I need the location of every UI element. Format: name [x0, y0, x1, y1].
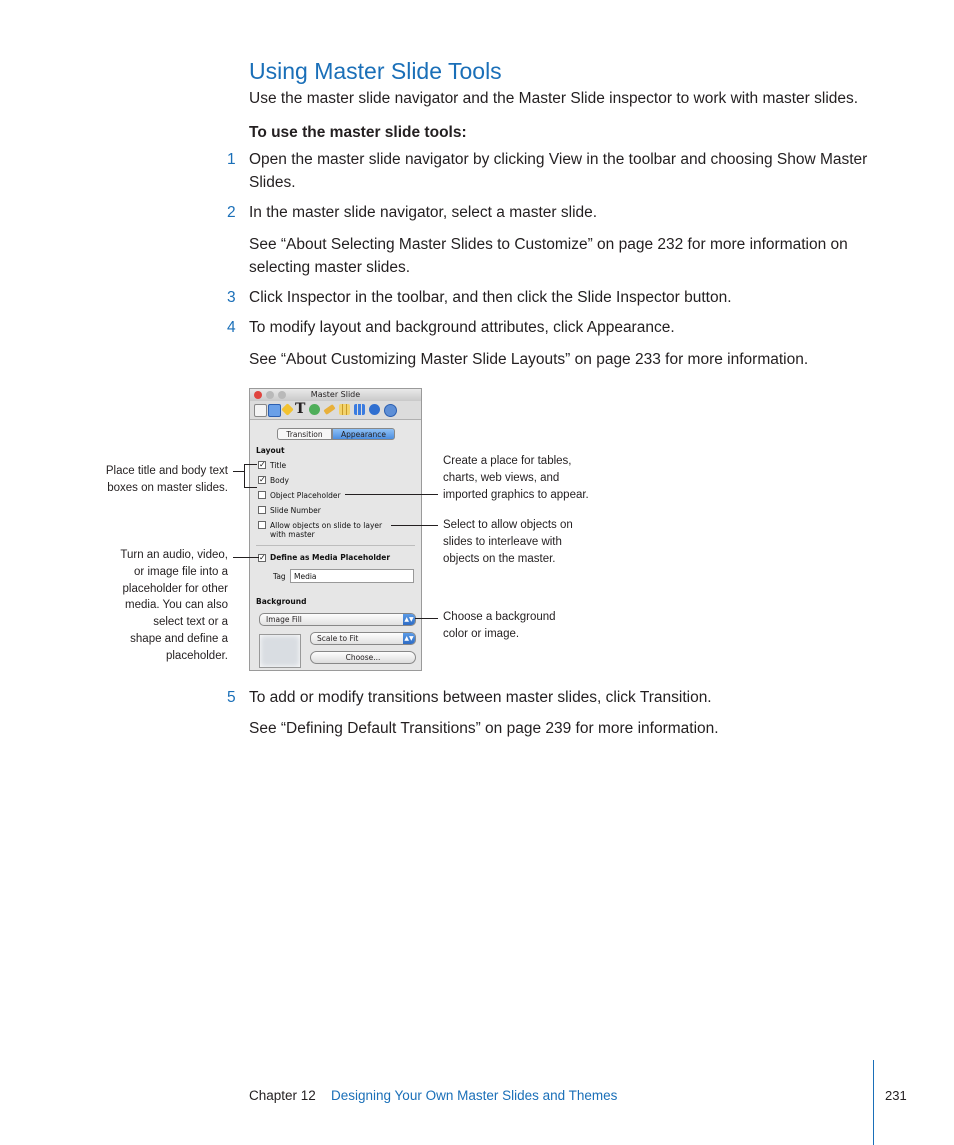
step-number: 5 [227, 689, 236, 706]
step-4 [227, 316, 867, 339]
page-title: Using Master Slide Tools [249, 58, 502, 84]
image-well[interactable] [259, 634, 301, 668]
tab-transition[interactable]: Transition [277, 428, 332, 440]
callout-line: or image file into a [134, 565, 228, 578]
callout-leader [345, 494, 438, 495]
step-1 [227, 148, 867, 194]
step-text: Open the master slide navigator by clicking View in the toolbar and choosing Show Master Slides. [249, 151, 868, 191]
callout-line: select text or a [153, 616, 228, 629]
callout-allow-layer [443, 517, 643, 567]
callout-line: Create a place for tables, [443, 455, 572, 467]
graphic-inspector-icon[interactable] [309, 404, 320, 415]
page-number: 231 [885, 1088, 907, 1103]
callout-line: Select to allow objects on [443, 519, 573, 531]
callout-line: Turn an audio, video, [120, 549, 228, 561]
tab-appearance[interactable]: Appearance [332, 428, 395, 440]
callout-line: Choose a background [443, 611, 556, 623]
step-2 [227, 201, 867, 224]
object-placeholder-checkbox[interactable] [258, 491, 266, 499]
step-5 [227, 686, 867, 709]
step-text: To modify layout and background attributes, click Appearance. [249, 319, 675, 336]
build-inspector-icon[interactable] [281, 403, 293, 415]
footer-divider [873, 1060, 874, 1145]
slide-number-label: Slide Number [270, 506, 321, 515]
step-text: In the master slide navigator, select a master slide. [249, 204, 598, 221]
master-slide-inspector [249, 388, 422, 671]
intro-paragraph: Use the master slide navigator and the Master Slide inspector to work with master slides. [249, 90, 859, 107]
callout-bracket [244, 464, 257, 465]
footer-chapter-title: Designing Your Own Master Slides and Themes [331, 1088, 618, 1103]
step-text: Click Inspector in the toolbar, and then click the Slide Inspector button. [249, 289, 732, 306]
metrics-inspector-icon[interactable] [323, 404, 335, 415]
choose-button[interactable]: Choose... [310, 651, 416, 664]
callout-line: placeholder for other [122, 582, 228, 595]
footer-chapter: Chapter 12 [249, 1088, 316, 1103]
callout-line: boxes on master slides. [107, 481, 228, 494]
step-number: 2 [227, 204, 236, 221]
callout-line: objects on the master. [443, 552, 556, 565]
callout-background [443, 609, 643, 643]
layout-section-label: Layout [256, 446, 285, 455]
callout-title-body [60, 463, 228, 497]
step-4-note: See “About Customizing Master Slide Layouts” on page 233 for more information. [249, 351, 809, 368]
body-checkbox[interactable]: ✓ [259, 475, 266, 484]
tag-input[interactable] [290, 569, 414, 583]
inspector-toolbar [250, 401, 421, 420]
allow-layer-label-line2: with master [270, 530, 315, 539]
step-number: 3 [227, 289, 236, 306]
callout-line: shape and define a [130, 632, 228, 645]
fill-type-popup[interactable] [259, 613, 416, 626]
step-number: 4 [227, 319, 236, 336]
hyperlink-inspector-icon[interactable] [369, 404, 380, 415]
allow-layer-label: Allow objects on slide to layer [270, 521, 383, 530]
callout-line: color or image. [443, 627, 520, 640]
fill-type-value: Image Fill [266, 615, 302, 624]
step-number: 1 [227, 151, 236, 168]
background-section-label: Background [256, 597, 307, 606]
step-2-note: See “About Selecting Master Slides to Customize” on page 232 for more information on selecting master slides. [249, 236, 848, 276]
text-inspector-icon[interactable]: T [295, 401, 306, 417]
scale-popup[interactable] [310, 632, 416, 645]
chevron-updown-icon: ▲▼ [404, 635, 414, 642]
tag-value: Media [294, 572, 317, 581]
tag-label: Tag [273, 572, 286, 581]
callout-line: placeholder. [165, 649, 228, 662]
object-placeholder-label: Object Placeholder [270, 491, 341, 500]
callout-media-placeholder [60, 547, 228, 665]
document-inspector-icon[interactable] [254, 404, 267, 417]
step-3 [227, 286, 867, 309]
callout-leader [391, 525, 438, 526]
table-inspector-icon[interactable] [339, 404, 350, 415]
step-text: To add or modify transitions between master slides, click Transition. [249, 689, 712, 706]
callout-line: media. You can also [125, 599, 228, 612]
divider [256, 545, 415, 546]
allow-layer-checkbox[interactable] [258, 521, 266, 529]
media-placeholder-label: Define as Media Placeholder [270, 553, 391, 562]
window-title: Master Slide [310, 390, 361, 399]
callout-line: imported graphics to appear. [443, 488, 589, 501]
title-checkbox[interactable]: ✓ [259, 460, 266, 469]
step-5-note: See “Defining Default Transitions” on page 239 for more information. [249, 720, 719, 737]
body-checkbox-label: Body [270, 476, 289, 485]
scale-value: Scale to Fit [317, 634, 359, 643]
quicktime-inspector-icon[interactable] [384, 404, 397, 417]
callout-object-placeholder [443, 453, 643, 503]
title-checkbox-label: Title [270, 461, 287, 470]
callout-leader [233, 557, 259, 558]
window-titlebar [250, 389, 421, 401]
callout-line: slides to interleave with [443, 535, 562, 548]
slide-inspector-icon[interactable] [268, 404, 281, 417]
callout-bracket [244, 487, 257, 488]
callout-leader [415, 618, 438, 619]
chevron-updown-icon: ▲▼ [404, 616, 414, 623]
callout-bracket [244, 464, 245, 488]
callout-line: Place title and body text [105, 465, 228, 477]
chart-inspector-icon[interactable] [354, 404, 365, 415]
callout-line: charts, web views, and [443, 471, 560, 484]
slide-number-checkbox[interactable] [258, 506, 266, 514]
media-placeholder-checkbox[interactable]: ✓ [259, 553, 266, 562]
task-heading: To use the master slide tools: [249, 124, 467, 141]
